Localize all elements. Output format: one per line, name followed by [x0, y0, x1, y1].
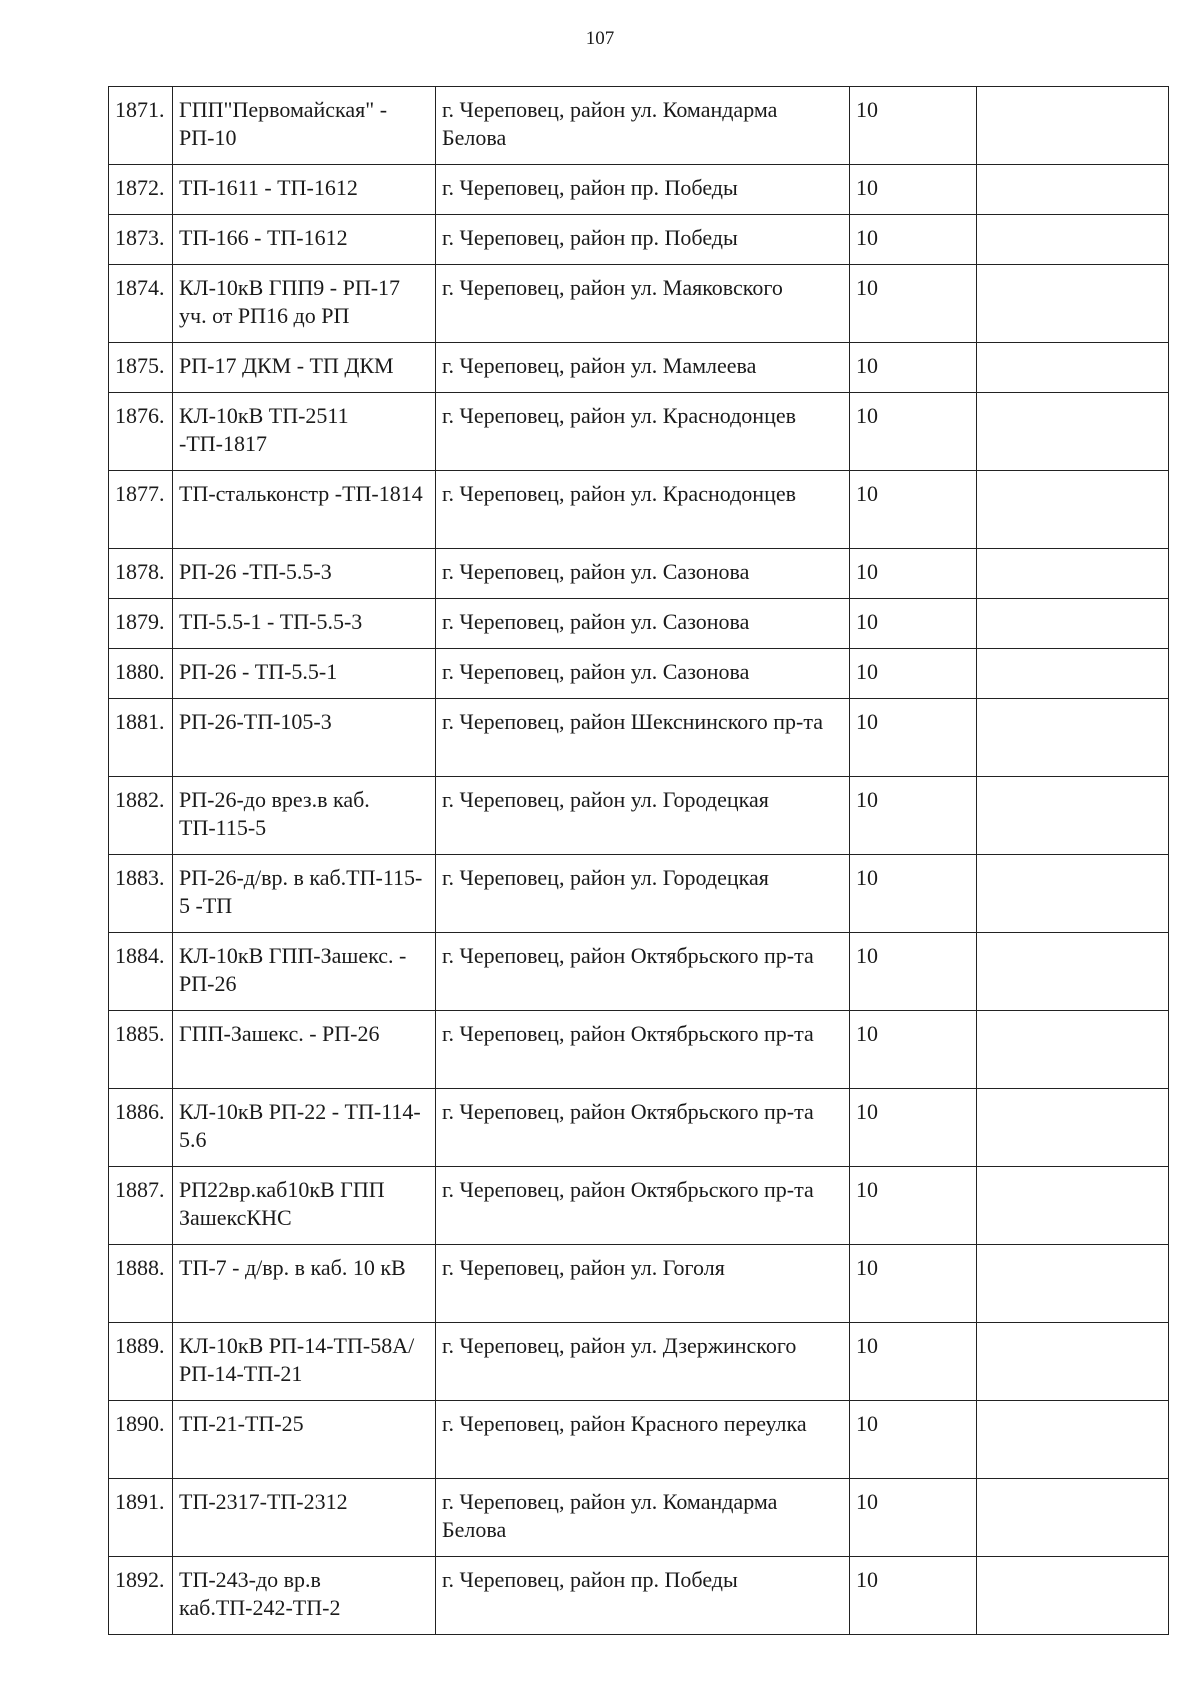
row-number-cell: 1871. — [109, 87, 173, 165]
line-name-cell: КЛ-10кВ ГПП-Зашекс. - РП-26 — [173, 933, 436, 1011]
row-number-cell: 1891. — [109, 1479, 173, 1557]
empty-cell — [977, 649, 1169, 699]
empty-cell — [977, 87, 1169, 165]
table-row — [109, 393, 1169, 471]
row-number-cell: 1873. — [109, 215, 173, 265]
empty-cell — [977, 1011, 1169, 1089]
table-row — [109, 777, 1169, 855]
table-row — [109, 471, 1169, 549]
voltage-cell: 10 — [850, 649, 977, 699]
line-name-cell: ТП-7 - д/вр. в каб. 10 кВ — [173, 1245, 436, 1323]
address-cell: г. Череповец, район ул. Краснодонцев — [436, 393, 850, 471]
address-cell: г. Череповец, район Октябрьского пр-та — [436, 933, 850, 1011]
address-cell: г. Череповец, район пр. Победы — [436, 165, 850, 215]
table-row — [109, 1011, 1169, 1089]
address-cell: г. Череповец, район ул. Гоголя — [436, 1245, 850, 1323]
address-cell: г. Череповец, район пр. Победы — [436, 215, 850, 265]
empty-cell — [977, 165, 1169, 215]
empty-cell — [977, 215, 1169, 265]
line-name-cell: ТП-21-ТП-25 — [173, 1401, 436, 1479]
voltage-cell: 10 — [850, 1323, 977, 1401]
row-number-cell: 1887. — [109, 1167, 173, 1245]
address-cell: г. Череповец, район Октябрьского пр-та — [436, 1089, 850, 1167]
line-name-cell: РП-17 ДКМ - ТП ДКМ — [173, 343, 436, 393]
empty-cell — [977, 549, 1169, 599]
table-row — [109, 165, 1169, 215]
empty-cell — [977, 1089, 1169, 1167]
row-number-cell: 1888. — [109, 1245, 173, 1323]
voltage-cell: 10 — [850, 855, 977, 933]
empty-cell — [977, 1167, 1169, 1245]
empty-cell — [977, 343, 1169, 393]
address-cell: г. Череповец, район Красного переулка — [436, 1401, 850, 1479]
table-body — [109, 87, 1169, 1635]
voltage-cell: 10 — [850, 1167, 977, 1245]
table-row — [109, 649, 1169, 699]
voltage-cell: 10 — [850, 471, 977, 549]
address-cell: г. Череповец, район ул. Сазонова — [436, 549, 850, 599]
line-name-cell: РП-26-ТП-105-3 — [173, 699, 436, 777]
row-number-cell: 1877. — [109, 471, 173, 549]
line-name-cell: ГПП"Первомайская" - РП-10 — [173, 87, 436, 165]
row-number-cell: 1889. — [109, 1323, 173, 1401]
empty-cell — [977, 1557, 1169, 1635]
line-name-cell: РП-26-д/вр. в каб.ТП-115-5 -ТП — [173, 855, 436, 933]
address-cell: г. Череповец, район ул. Командарма Белова — [436, 87, 850, 165]
row-number-cell: 1875. — [109, 343, 173, 393]
voltage-cell: 10 — [850, 87, 977, 165]
empty-cell — [977, 933, 1169, 1011]
address-cell: г. Череповец, район Шекснинского пр-та — [436, 699, 850, 777]
address-cell: г. Череповец, район ул. Сазонова — [436, 599, 850, 649]
line-name-cell: ТП-243-до вр.в каб.ТП-242-ТП-2 — [173, 1557, 436, 1635]
address-cell: г. Череповец, район пр. Победы — [436, 1557, 850, 1635]
line-name-cell: РП22вр.каб10кВ ГПП ЗашексКНС — [173, 1167, 436, 1245]
table-row — [109, 265, 1169, 343]
voltage-cell: 10 — [850, 1011, 977, 1089]
row-number-cell: 1884. — [109, 933, 173, 1011]
voltage-cell: 10 — [850, 265, 977, 343]
empty-cell — [977, 1245, 1169, 1323]
table-row — [109, 87, 1169, 165]
address-cell: г. Череповец, район ул. Городецкая — [436, 855, 850, 933]
empty-cell — [977, 699, 1169, 777]
table-row — [109, 855, 1169, 933]
line-name-cell: ГПП-Зашекс. - РП-26 — [173, 1011, 436, 1089]
voltage-cell: 10 — [850, 933, 977, 1011]
table-row — [109, 215, 1169, 265]
voltage-cell: 10 — [850, 1245, 977, 1323]
address-cell: г. Череповец, район ул. Маяковского — [436, 265, 850, 343]
empty-cell — [977, 1479, 1169, 1557]
table-row — [109, 933, 1169, 1011]
line-name-cell: РП-26-до врез.в каб. ТП-115-5 — [173, 777, 436, 855]
empty-cell — [977, 471, 1169, 549]
line-name-cell: ТП-1611 - ТП-1612 — [173, 165, 436, 215]
voltage-cell: 10 — [850, 599, 977, 649]
cable-lines-table — [108, 86, 1169, 1635]
row-number-cell: 1890. — [109, 1401, 173, 1479]
empty-cell — [977, 599, 1169, 649]
voltage-cell: 10 — [850, 343, 977, 393]
line-name-cell: РП-26 - ТП-5.5-1 — [173, 649, 436, 699]
empty-cell — [977, 1401, 1169, 1479]
empty-cell — [977, 265, 1169, 343]
address-cell: г. Череповец, район Октябрьского пр-та — [436, 1011, 850, 1089]
row-number-cell: 1874. — [109, 265, 173, 343]
row-number-cell: 1885. — [109, 1011, 173, 1089]
line-name-cell: ТП-5.5-1 - ТП-5.5-3 — [173, 599, 436, 649]
line-name-cell: КЛ-10кВ РП-22 - ТП-114-5.6 — [173, 1089, 436, 1167]
row-number-cell: 1881. — [109, 699, 173, 777]
line-name-cell: ТП-стальконстр -ТП-1814 — [173, 471, 436, 549]
voltage-cell: 10 — [850, 1089, 977, 1167]
table-row — [109, 1245, 1169, 1323]
table-row — [109, 599, 1169, 649]
address-cell: г. Череповец, район ул. Сазонова — [436, 649, 850, 699]
voltage-cell: 10 — [850, 215, 977, 265]
table-row — [109, 1089, 1169, 1167]
table-row — [109, 1167, 1169, 1245]
voltage-cell: 10 — [850, 165, 977, 215]
row-number-cell: 1886. — [109, 1089, 173, 1167]
row-number-cell: 1876. — [109, 393, 173, 471]
voltage-cell: 10 — [850, 1401, 977, 1479]
voltage-cell: 10 — [850, 1479, 977, 1557]
empty-cell — [977, 777, 1169, 855]
line-name-cell: КЛ-10кВ РП-14-ТП-58А/РП-14-ТП-21 — [173, 1323, 436, 1401]
voltage-cell: 10 — [850, 1557, 977, 1635]
address-cell: г. Череповец, район ул. Командарма Белова — [436, 1479, 850, 1557]
voltage-cell: 10 — [850, 549, 977, 599]
address-cell: г. Череповец, район Октябрьского пр-та — [436, 1167, 850, 1245]
row-number-cell: 1872. — [109, 165, 173, 215]
row-number-cell: 1879. — [109, 599, 173, 649]
table-row — [109, 549, 1169, 599]
row-number-cell: 1882. — [109, 777, 173, 855]
voltage-cell: 10 — [850, 393, 977, 471]
address-cell: г. Череповец, район ул. Мамлеева — [436, 343, 850, 393]
address-cell: г. Череповец, район ул. Дзержинского — [436, 1323, 850, 1401]
row-number-cell: 1892. — [109, 1557, 173, 1635]
line-name-cell: КЛ-10кВ ТП-2511 -ТП-1817 — [173, 393, 436, 471]
line-name-cell: КЛ-10кВ ГПП9 - РП-17 уч. от РП16 до РП — [173, 265, 436, 343]
page-number: 107 — [585, 28, 615, 49]
row-number-cell: 1880. — [109, 649, 173, 699]
voltage-cell: 10 — [850, 777, 977, 855]
table-row — [109, 343, 1169, 393]
line-name-cell: ТП-166 - ТП-1612 — [173, 215, 436, 265]
empty-cell — [977, 1323, 1169, 1401]
line-name-cell: ТП-2317-ТП-2312 — [173, 1479, 436, 1557]
voltage-cell: 10 — [850, 699, 977, 777]
table-row — [109, 699, 1169, 777]
address-cell: г. Череповец, район ул. Краснодонцев — [436, 471, 850, 549]
line-name-cell: РП-26 -ТП-5.5-3 — [173, 549, 436, 599]
empty-cell — [977, 393, 1169, 471]
row-number-cell: 1883. — [109, 855, 173, 933]
empty-cell — [977, 855, 1169, 933]
table-row — [109, 1557, 1169, 1635]
table-row — [109, 1323, 1169, 1401]
row-number-cell: 1878. — [109, 549, 173, 599]
table-row — [109, 1401, 1169, 1479]
table-row — [109, 1479, 1169, 1557]
address-cell: г. Череповец, район ул. Городецкая — [436, 777, 850, 855]
